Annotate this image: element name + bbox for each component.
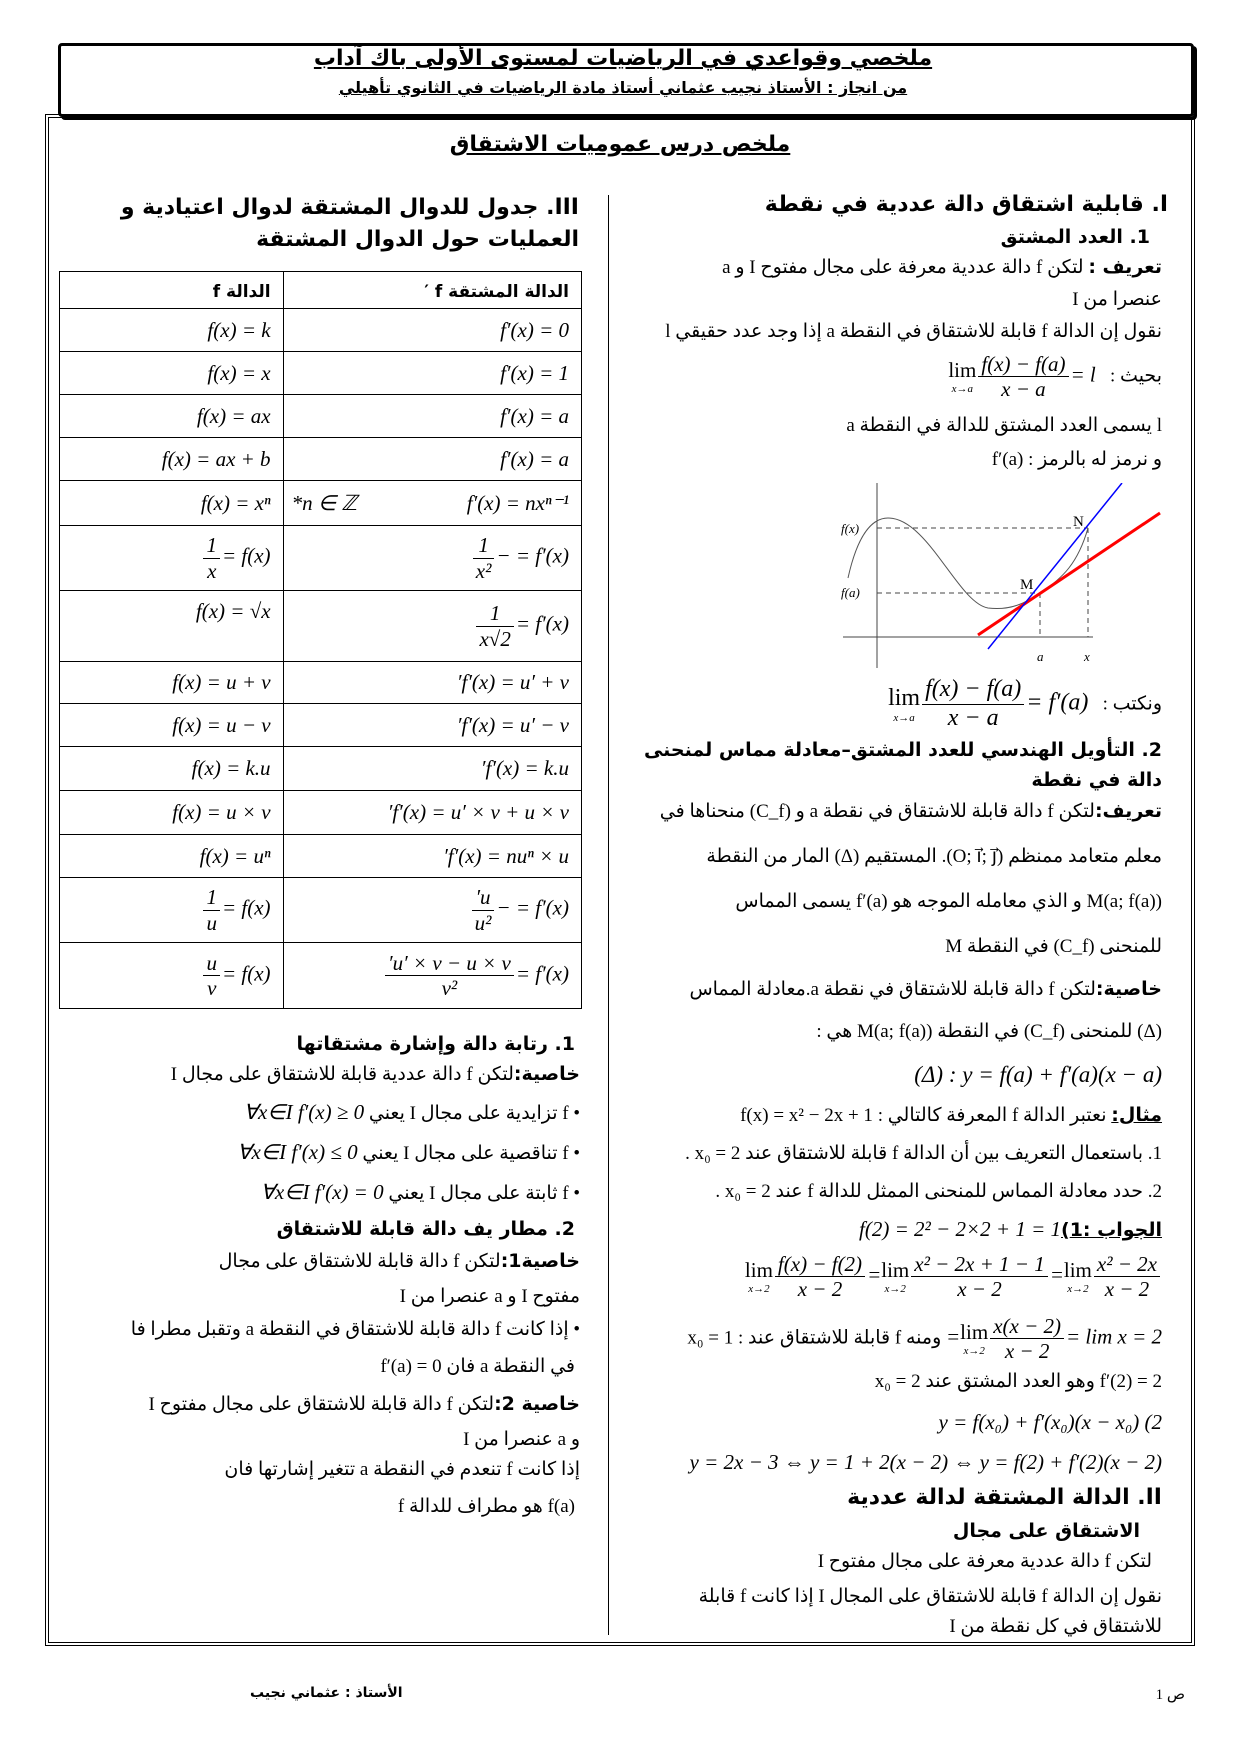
section-1-heading: I. قابلية اشتقاق دالة عددية في نقطة [764, 192, 1168, 217]
derivative-graph [838, 483, 1168, 668]
author-line: من انجاز : الأستاذ نجيب عثماني أستاذ مادة الرياضيات في الثانوي تأهيلي [338, 78, 908, 97]
definition-2-line3: M(a; f(a)) و الذي معامله الموجه هو f′(a) يسمى المماس [735, 891, 1162, 912]
bullet-constant: • f ثابتة على مجال I يعني ∀x∈I f′(x) = 0 [260, 1180, 580, 1204]
example-text: نعتبر الدالة f المعرفة كالتالي : f(x) = x² − 2x + 1 [740, 1105, 1112, 1126]
table-row: f(x) = k f′(x) = 0 [60, 309, 582, 352]
table-row: f(x) = uⁿ f′(x) = nuⁿ × u′ [60, 835, 582, 878]
document-title: ملخصي وقواعدي في الرياضيات لمستوى الأولى باك آداب [313, 46, 933, 71]
we-write-formula [888, 676, 1162, 732]
footer-teacher: الأستاذ : عثماني نجيب [250, 1685, 403, 1701]
table-row: f(x) = u − v f′(x) = u′ − v′ [60, 704, 582, 747]
section-3-heading: III. جدول للدوال المشتقة لدوال اعتيادية و العمليات حول الدوال المشتقة [120, 195, 579, 252]
definition-2 [660, 800, 1162, 823]
bullet-increasing: • f تزايدية على مجال I يعني ∀x∈I f′(x) ≥ 0 [243, 1100, 580, 1124]
table-row: f(x) = ax + b f′(x) = a [60, 438, 582, 481]
limit-definition [948, 352, 1162, 401]
subsection-1-1-heading: 1. العدد المشتق [1000, 226, 1150, 248]
point-n-label: N [1073, 514, 1084, 530]
table-row: f(x) = u × v f′(x) = u′ × v + u × v′ [60, 791, 582, 835]
property-1-line3: • إذا كانت f دالة قابلة للاشتقاق في النقطة a وتقبل مطرا فا [130, 1319, 580, 1340]
table-row: f(x) = $\frac{1}{x}$ f′(x) = − $\frac{1}{\text{x²}}$ [60, 526, 582, 591]
table-row: f(x) = $\frac{u}{v}$ f′(x) = $\frac{u' \times v - u \times v'}{\text{v²}}$ [60, 943, 582, 1009]
fx-label: f(x) [841, 521, 860, 536]
property-label: خاصية1: [500, 1250, 580, 1272]
point-m-label: M [1020, 577, 1034, 593]
section-2-subheading: الاشتقاق على مجال [952, 1520, 1140, 1542]
extremum-property-1 [219, 1250, 580, 1273]
definition-1 [722, 256, 1162, 279]
answer-derivative: 2 = f′(2) وهو العدد المشتق عند x₀ = 2 [874, 1371, 1162, 1392]
derivative-number-text: l يسمى العدد المشتق للدالة في النقطة a [846, 415, 1162, 436]
x-tick-label: x [1084, 649, 1090, 664]
column-divider [608, 195, 609, 1635]
answer-2: y = f(x₀) + f′(x₀)(x − x₀) (2 [938, 1410, 1162, 1434]
example-question-1: 1. باستعمال التعريف بين أن الدالة f قابلة للاشتقاق عند x₀ = 2 . [685, 1143, 1162, 1164]
example-label: مثال: [1111, 1104, 1162, 1126]
answer-2-result: y = 2x − 3 ⇔ y = 1 + 2(x − 2) ⇔ y = f(2) + f′(2)(x − 2) [689, 1450, 1162, 1474]
table-row: f(x) = k.u f′(x) = k.u′ [60, 747, 582, 791]
table-row: f(x) = $\frac{1}{u}$ f′(x) = − $\frac{u'}{\text{u²}}$ [60, 878, 582, 943]
property-text: لتكن f دالة قابلة للاشتقاق على مجال مفتوح I [148, 1394, 495, 1415]
subsection-1-2-heading: 2. التأويل الهندسي للعدد المشتق–معادلة مماس لمنحنى دالة في نقطة [643, 739, 1162, 791]
definition-1-line3: نقول إن الدالة f قابلة للاشتقاق في النقطة a إذا وجد عدد حقيقي l [665, 321, 1162, 342]
extremum-property-2 [149, 1393, 580, 1416]
property-text: لتكن f دالة عددية قابلة للاشتقاق على مجال I [170, 1064, 514, 1085]
tangent-equation: (Δ) : y = f(a) + f′(a)(x − a) [914, 1062, 1162, 1087]
property-label: خاصية: [513, 1063, 580, 1085]
header-function: الدالة f [60, 272, 284, 309]
definition-label: تعريف: [1094, 800, 1162, 822]
subsection-3-2-heading: 2. مطار يف دالة قابلة للاشتقاق [276, 1218, 575, 1240]
derivatives-table [59, 271, 582, 1009]
answer-limit-chain: lim x→2 $\frac{f(x) - f(2)}{x - 2}$ = lim x→2 $\frac{\text{x² − 2x + 1 − 1}}{x - 2}$ = lim x→2 $\frac{\text{x² − 2x}}{x - 2}$ [745, 1252, 1162, 1301]
a-tick-label: a [1037, 649, 1044, 664]
secant-line [988, 483, 1122, 649]
example [740, 1104, 1162, 1127]
property-text: لتكن f دالة قابلة للاشتقاق على مجال [218, 1251, 501, 1272]
property-2-line2: و a عنصرا من I [463, 1429, 580, 1450]
section-2-heading: II. الدالة المشتقة لدالة عددية [847, 1485, 1162, 1510]
section-2-line2: نقول إن الدالة f قابلة للاشتقاق على المجال I إذا كانت f قابلة [698, 1586, 1162, 1607]
header-derivative: الدالة المشتقة f ′ [283, 272, 581, 309]
page-number: ص 1 [1155, 1687, 1185, 1703]
subsection-3-1-heading: 1. رتابة دالة وإشارة مشتقاتها [296, 1033, 575, 1055]
property-label: خاصية: [1095, 978, 1162, 1000]
table-row: f(x) = x f′(x) = 1 [60, 352, 582, 395]
definition-text: لتكن f دالة عددية معرفة على مجال مفتوح I و a [722, 257, 1089, 278]
definition-label: تعريف : [1088, 256, 1162, 278]
domain-note: n ∈ ℤ* [291, 490, 357, 515]
answer-label: الجواب :1) [1061, 1219, 1162, 1241]
definition-text: لتكن f دالة قابلة للاشتقاق في نقطة a و (C_f) منحناها في [659, 801, 1095, 822]
section-2-line1: لتكن f دالة عددية معرفة على مجال مفتوح I [817, 1551, 1152, 1572]
lesson-title: ملخص درس عموميات الاشتقاق [449, 132, 791, 157]
answer-conclusion: ومنه f قابلة للاشتقاق عند : x₀ = 1 [687, 1327, 942, 1349]
table-row: f(x) = ax f′(x) = a [60, 395, 582, 438]
fa-label: f(a) [841, 585, 860, 600]
example-question-2: 2. حدد معادلة المماس للمنحنى الممثل للدالة f عند x₀ = 2 . [715, 1181, 1162, 1202]
table-row: f(x) = u + v f′(x) = u′ + v′ [60, 662, 582, 704]
property-1-line2: مفتوح I و a عنصرا من I [399, 1286, 580, 1307]
definition-2-line2: معلم متعامد ممنظم (O; i⃗; j⃗). المستقيم (Δ) المار من النقطة [706, 846, 1162, 867]
property-label: خاصية 2: [494, 1393, 580, 1415]
table-row: f(x) = √x f′(x) = $\frac{1}{2√x}$ [60, 591, 582, 662]
definition-1-line2: عنصرا من I [1072, 289, 1162, 310]
we-write-label: ونكتب : [1102, 693, 1162, 715]
limit-formula: lim x→a $\frac{f(x) - f(a)}{x - a}$ = l [948, 352, 1096, 402]
property-text: لتكن f دالة قابلة للاشتقاق في نقطة a.معادلة المماس [689, 979, 1096, 1000]
answer-1 [859, 1217, 1162, 1242]
answer-f2: f(2) = 2² − 2×2 + 1 = 1 [859, 1217, 1061, 1241]
notation-text: و نرمز له بالرمز : f′(a) [991, 449, 1162, 470]
definition-2-line4: للمنحنى (C_f) في النقطة M [945, 936, 1162, 957]
property-2-line3: إذا كانت f تنعدم في النقطة a تتغير إشارتها فان [224, 1459, 580, 1480]
monotonic-property [171, 1063, 580, 1086]
tangent-property [689, 978, 1162, 1001]
such-that-label: بحيث : [1110, 365, 1162, 387]
property-2-line4: f(a) هو مطراف للدالة f [397, 1496, 575, 1517]
bullet-decreasing: • f تناقصية على مجال I يعني ∀x∈I f′(x) ≤ 0 [237, 1140, 580, 1164]
function-curve [848, 518, 1088, 609]
property-1-line4: في النقطة a فان f′(a) = 0 [380, 1356, 575, 1377]
table-header-row [60, 272, 582, 309]
tangent-property-line2: (Δ) للمنحنى (C_f) في النقطة M(a; f(a)) هي : [816, 1021, 1162, 1042]
table-row: f(x) = xⁿ f′(x) = nxⁿ⁻¹ n ∈ ℤ* [60, 481, 582, 526]
answer-limit-result: = lim x→2 $\frac{x(x - 2)}{x - 2}$ = lim x = 2 ومنه f قابلة للاشتقاق عند : x₀ = 1 [687, 1314, 1162, 1364]
derivative-limit: lim x→a $\frac{f(x) - f(a)}{x - a}$ = f′(a) [888, 676, 1089, 731]
tangent-line [978, 513, 1160, 635]
section-2-line3: للاشتقاق في كل نقطة من I [949, 1616, 1162, 1637]
